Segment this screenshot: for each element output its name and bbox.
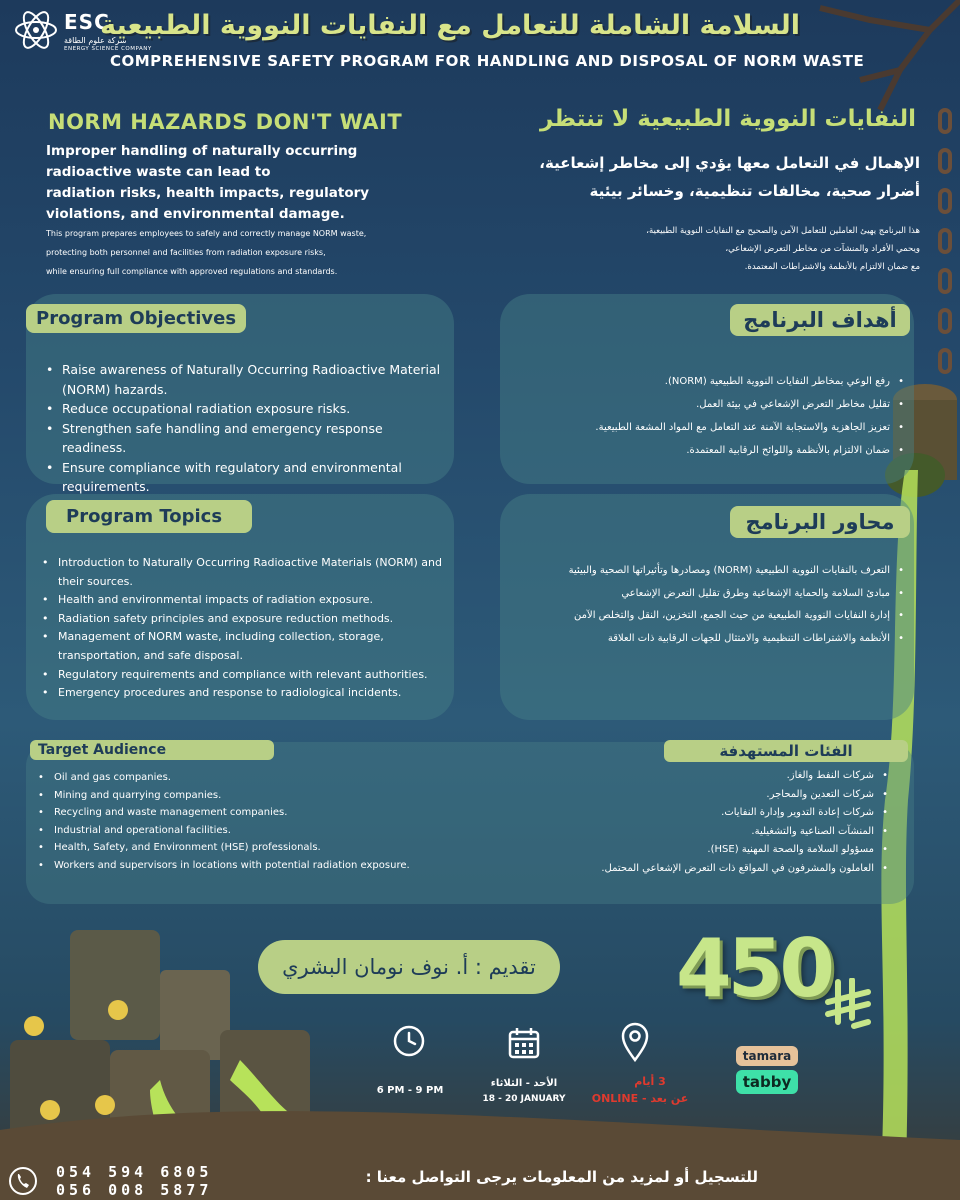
hazards-title-ar: النفايات النووية الطبيعية لا تنتظر: [540, 106, 916, 132]
list-item: • Oil and gas companies.: [36, 769, 436, 787]
hazards-lead-line: Improper handling of naturally occurring radioactive waste can lead to: [46, 143, 358, 180]
schedule-dates: 18 - 20 JANUARY: [482, 1094, 566, 1104]
topics-heading-ar: محاور البرنامج: [730, 506, 910, 538]
schedule-days: الأحد - الثلاثاء: [490, 1078, 558, 1089]
objectives-heading-en: Program Objectives: [26, 304, 246, 333]
hazards-lead-line: radiation risks, health impacts, regulatory violations, and environmental damage.: [46, 185, 370, 222]
list-item: • تعزيز الجاهزية والاستجابة الآمنة عند التعامل مع المواد المشعة الطبيعية.: [508, 416, 906, 439]
list-item: • تقليل مخاطر التعرض الإشعاعي في بيئة العمل.: [508, 393, 906, 416]
list-item: • مسؤولو السلامة والصحة المهنية (HSE).: [470, 841, 890, 860]
topics-heading-en: Program Topics: [46, 500, 252, 533]
audience-list-en: [36, 769, 436, 874]
schedule-time: 6 PM - 9 PM: [376, 1085, 444, 1096]
riyal-icon: [824, 978, 872, 1034]
list-item: • Ensure compliance with regulatory and environmental requirements.: [44, 458, 449, 497]
list-item: • التعرف بالنفايات النووية الطبيعية (NORM) ومصادرها وتأثيراتها الصحية والبيئية: [508, 560, 906, 583]
schedule-mode-ar: عن بعد: [650, 1092, 689, 1105]
hazards-lead-ar: [500, 149, 920, 205]
list-item: • Emergency procedures and response to radiological incidents.: [40, 684, 450, 703]
objectives-card-ar: [500, 294, 914, 484]
list-item: • Strengthen safe handling and emergency response readiness.: [44, 419, 449, 458]
logo-english: ENERGY SCIENCE COMPANY: [64, 46, 152, 52]
atom-icon: [12, 6, 60, 54]
list-item: • المنشآت الصناعية والتشغيلية.: [470, 823, 890, 842]
list-item: • Management of NORM waste, including collection, storage, transportation, and safe disposal.: [40, 628, 450, 665]
topics-list-en: [40, 554, 450, 703]
objectives-list-en: [44, 360, 449, 497]
list-item: • Reduce occupational radiation exposure risks.: [44, 399, 449, 419]
hazards-desc-line: مع ضمان الالتزام بالأنظمة والاشتراطات المعتمدة.: [744, 262, 920, 272]
audience-list-ar: [470, 767, 890, 878]
list-item: • Radiation safety principles and exposure reduction methods.: [40, 610, 450, 629]
hazards-desc-en: [46, 224, 446, 281]
list-item: • Recycling and waste management companies.: [36, 804, 436, 822]
page-title-english: COMPREHENSIVE SAFETY PROGRAM FOR HANDLING AND DISPOSAL OF NORM WASTE: [110, 52, 865, 70]
clock-icon: [392, 1024, 426, 1058]
topics-list-ar: [508, 560, 906, 650]
hazards-desc-line: ويحمي الأفراد والمنشآت من مخاطر التعرض الإشعاعي،: [725, 244, 920, 254]
schedule-mode: ONLINE - عن بعد: [591, 1092, 689, 1105]
contact-label-ar: للتسجيل أو لمزيد من المعلومات يرجى التواصل معنا :: [365, 1168, 758, 1186]
list-item: • Workers and supervisors in locations with potential radiation exposure.: [36, 857, 436, 875]
list-item: • مبادئ السلامة والحماية الإشعاعية وطرق تقليل التعرض الإشعاعي: [508, 583, 906, 606]
tamara-logo: tamara: [736, 1046, 798, 1066]
objectives-card-en: [26, 294, 454, 494]
list-item: • Introduction to Naturally Occurring Radioactive Materials (NORM) and their sources.: [40, 554, 450, 591]
hazards-desc-line: هذا البرنامج يهيئ العاملين للتعامل الآمن والصحيح مع النفايات النووية الطبيعية،: [646, 226, 920, 236]
hazards-desc-line: This program prepares employees to safely and correctly manage NORM waste,: [46, 229, 367, 238]
hazards-desc-ar: [520, 222, 920, 276]
list-item: • شركات إعادة التدوير وإدارة النفايات.: [470, 804, 890, 823]
list-item: • رفع الوعي بمخاطر النفايات النووية الطبيعية (NORM).: [508, 370, 906, 393]
phone-icon: [8, 1166, 38, 1196]
logo-arabic: شركة علوم الطاقة: [64, 36, 127, 45]
list-item: • Raise awareness of Naturally Occurring Radioactive Material (NORM) hazards.: [44, 360, 449, 399]
price: 450: [676, 922, 831, 1015]
presenter-badge: تقديم : أ. نوف نومان البشري: [258, 940, 560, 994]
list-item: • شركات التعدين والمحاجر.: [470, 786, 890, 805]
objectives-list-ar: [508, 370, 906, 462]
calendar-icon: [507, 1026, 541, 1060]
list-item: • Mining and quarrying companies.: [36, 787, 436, 805]
hazards-lead-en: [46, 141, 446, 225]
audience-heading-en: Target Audience: [30, 740, 274, 760]
topics-card-en: [26, 494, 454, 720]
hazards-desc-line: while ensuring full compliance with approved regulations and standards.: [46, 267, 338, 276]
topics-card-ar: [500, 494, 914, 720]
objectives-heading-ar: أهداف البرنامج: [730, 304, 910, 336]
schedule-duration: 3 أيام: [634, 1075, 666, 1088]
list-item: • إدارة النفايات النووية الطبيعية من حيث الجمع، التخزين، النقل والتخلص الآمن: [508, 605, 906, 628]
hazards-lead-line: أضرار صحية، مخالفات تنظيمية، وخسائر بيئية: [589, 182, 920, 200]
hazards-lead-line: الإهمال في التعامل معها يؤدي إلى مخاطر إشعاعية،: [539, 154, 920, 172]
list-item: • Regulatory requirements and compliance with relevant authorities.: [40, 666, 450, 685]
list-item: • العاملون والمشرفون في المواقع ذات التعرض الإشعاعي المحتمل.: [470, 860, 890, 879]
tabby-logo: tabby: [736, 1070, 798, 1094]
list-item: • Industrial and operational facilities.: [36, 822, 436, 840]
logo-name: ESC: [64, 10, 110, 34]
list-item: • Health, Safety, and Environment (HSE) professionals.: [36, 839, 436, 857]
audience-heading-ar: الفئات المستهدفة: [664, 740, 908, 762]
phone-number-2[interactable]: 056 008 5877: [56, 1181, 213, 1199]
page-title-arabic: السلامة الشاملة للتعامل مع النفايات النووية الطبيعية: [100, 10, 800, 41]
hazards-title-en: NORM HAZARDS DON'T WAIT: [48, 110, 403, 134]
location-pin-icon: [620, 1022, 650, 1062]
list-item: • ضمان الالتزام بالأنظمة واللوائح الرقابية المعتمدة.: [508, 439, 906, 462]
list-item: • Health and environmental impacts of radiation exposure.: [40, 591, 450, 610]
hazards-desc-line: protecting both personnel and facilities from radiation exposure risks,: [46, 248, 326, 257]
schedule-mode-en: ONLINE: [591, 1092, 639, 1105]
phone-number-1[interactable]: 054 594 6805: [56, 1163, 213, 1181]
list-item: • الأنظمة والاشتراطات التنظيمية والامتثال للجهات الرقابية ذات العلاقة: [508, 628, 906, 651]
list-item: • شركات النفط والغاز.: [470, 767, 890, 786]
